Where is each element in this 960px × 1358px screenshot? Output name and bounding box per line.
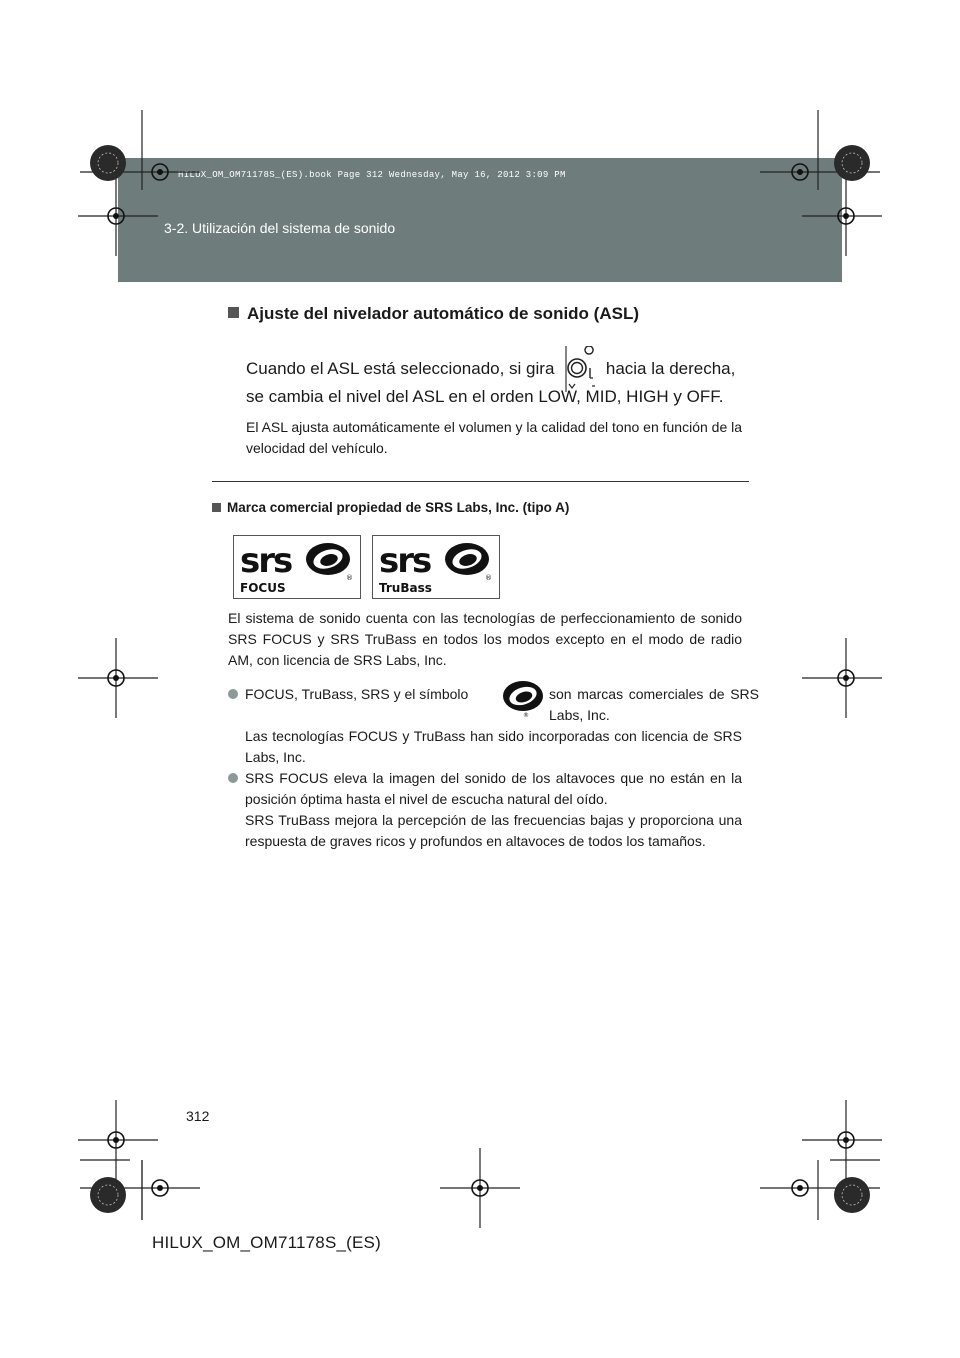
focus-label: FOCUS — [240, 581, 286, 595]
srs-focus-logo — [233, 535, 361, 599]
asl-instruction-line-2: se cambia el nivel del ASL en el orden LOW, MID, HIGH y OFF. — [246, 387, 724, 406]
registered-mark: ® — [346, 574, 353, 582]
svg-text:srs: srs — [379, 541, 431, 581]
trademark-bullet-1: FOCUS, TruBass, SRS y el símbolo ® son marcas comerciales de SRS Labs, Inc. Las tecnologías FOCUS y TruBass han sido incorporadas con licencia de SRS Labs, Inc. — [228, 684, 742, 768]
trubass-label: TruBass — [379, 581, 432, 595]
trademark-bullet-1-line-2: Las tecnologías FOCUS y TruBass han sido incorporadas con licencia de SRS Labs, Inc. — [245, 728, 742, 765]
square-bullet-icon — [212, 503, 221, 512]
trademark-bullet-2-line-2: SRS TruBass mejora la percepción de las frecuencias bajas y proporciona una respuesta de graves ricos y profundos en altavoces de todos los tamaños. — [245, 812, 742, 849]
svg-text:®: ® — [523, 712, 529, 718]
srs-symbol-icon — [501, 678, 547, 724]
trademark-heading: Marca comercial propiedad de SRS Labs, Inc. (tipo A) — [212, 500, 569, 515]
square-bullet-icon — [228, 307, 239, 318]
trademark-intro: El sistema de sonido cuenta con las tecnologías de perfeccionamiento de sonido SRS FOCUS y SRS TruBass en todos los modos excepto en el modo de radio AM, con licencia de SRS Labs, Inc. — [228, 610, 742, 668]
trademark-bullet-2 — [228, 768, 742, 852]
registered-mark: ® — [485, 574, 492, 582]
asl-note: El ASL ajusta automáticamente el volumen y la calidad del tono en función de la velocidad del vehículo. — [246, 419, 743, 456]
asl-instruction-line-1: Cuando el ASL está seleccionado, si gira hacia la derecha, — [246, 346, 748, 392]
document-id: HILUX_OM_OM71178S_(ES) — [152, 1233, 381, 1252]
svg-text:srs: srs — [240, 541, 292, 581]
section-title: 3-2. Utilización del sistema de sonido — [164, 220, 396, 236]
bullet-dot-icon — [228, 773, 238, 783]
page-number: 312 — [186, 1108, 210, 1124]
bullet-dot-icon — [228, 689, 238, 699]
srs-trubass-logo — [372, 535, 500, 599]
asl-heading: Ajuste del nivelador automático de sonido (ASL) — [228, 304, 639, 324]
book-file-info: HILUX_OM_OM71178S_(ES).book Page 312 Wednesday, May 16, 2012 3:09 PM — [178, 170, 566, 180]
trademark-bullet-2-line-1: SRS FOCUS eleva la imagen del sonido de los altavoces que no están en la posición óptima hasta el nivel de escucha natural del oído. — [245, 770, 742, 807]
section-divider — [212, 481, 749, 482]
